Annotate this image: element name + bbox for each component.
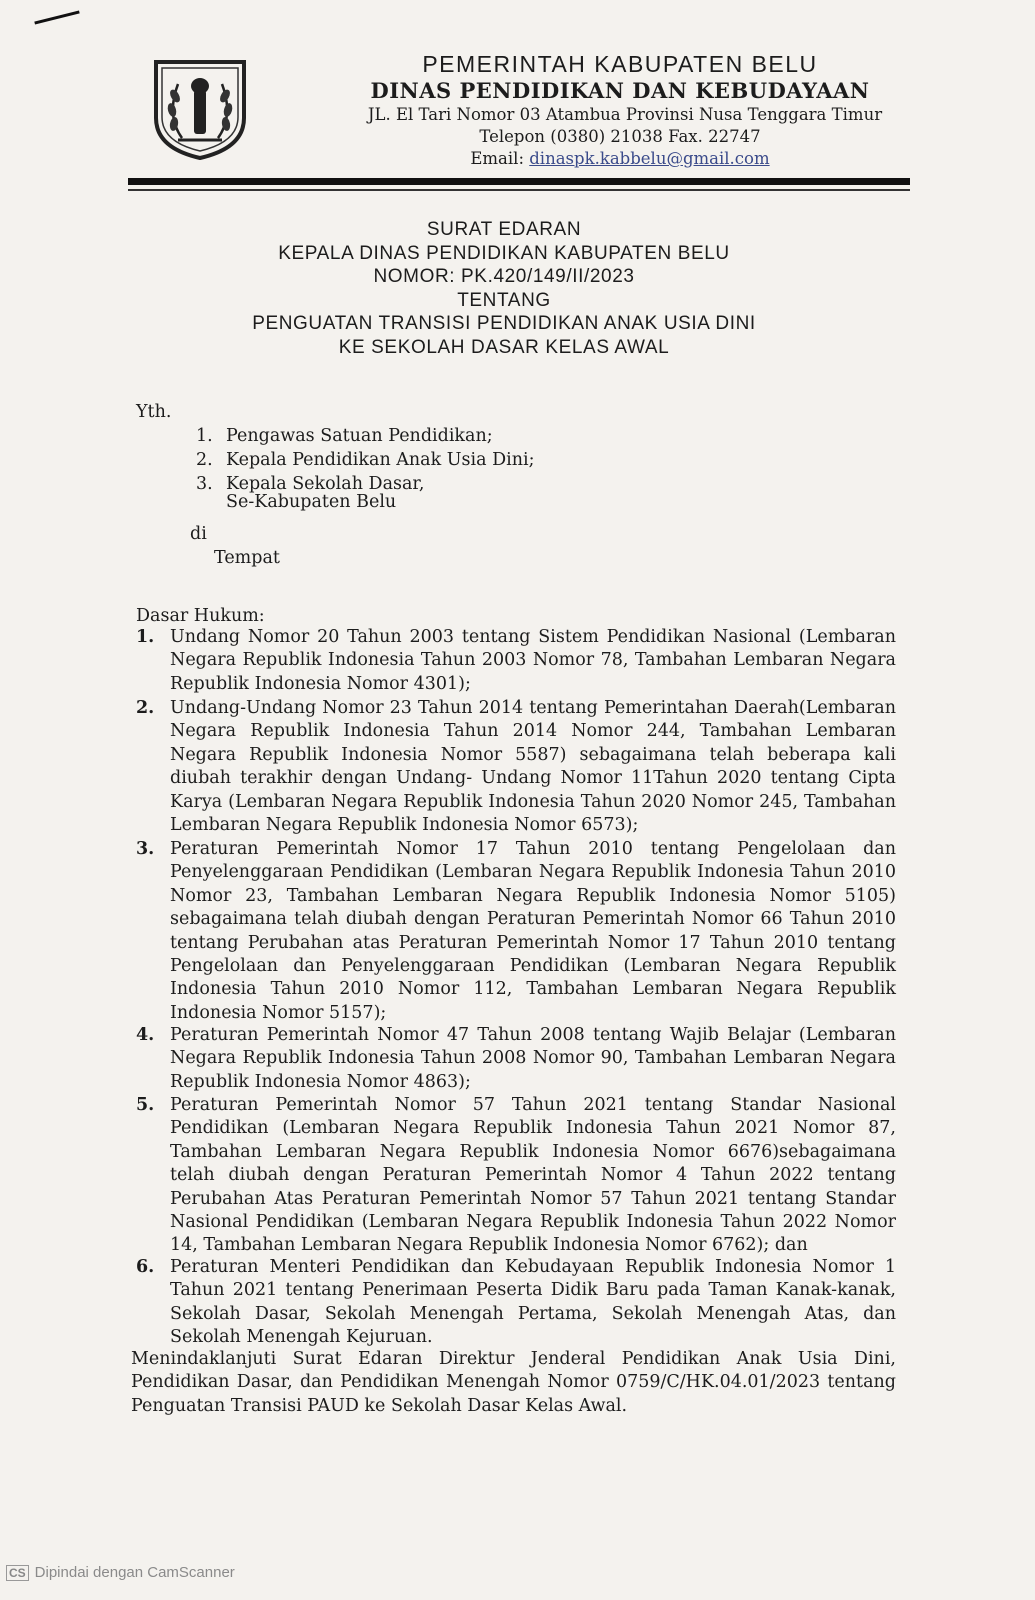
legal-basis-item (136, 1024, 896, 1094)
pen-mark (34, 10, 79, 24)
letterhead-address: JL. El Tari Nomor 03 Atambua Provinsi Nusa Tenggara Timur (367, 105, 883, 124)
title-line-1: SURAT EDARAN (426, 219, 582, 240)
legal-basis-text: Undang-Undang Nomor 23 Tahun 2014 tentang Pemerintahan Daerah(Lembaran Negara Republik Indonesia Tahun 2014 Nomor 244, Tambahan Lembaran Negara Republik Indonesia Nomor 5587) sebagaimana telah beberapa kali diubah terakhir dengan Undang- Undang Nomor 11Tahun 2020 tentang Cipta Karya (Lembaran Negara Republik Indonesia Tahun 2020 Nomor 245, Tambahan Lembaran Negara Republik Indonesia Nomor 6573); (170, 698, 896, 836)
legal-basis-number: 4. (136, 1025, 155, 1045)
title-line-3: NOMOR: PK.420/149/II/2023 (373, 266, 635, 287)
letterhead-phone: Telepon (0380) 21038 Fax. 22747 (479, 127, 761, 146)
legal-basis-item (136, 626, 896, 696)
letterhead-divider-thin (128, 189, 910, 191)
legal-basis-number: 1. (136, 627, 155, 647)
scanner-watermark-text: Dipindai dengan CamScanner (34, 1564, 235, 1581)
letterhead-office: DINAS PENDIDIKAN DAN KEBUDAYAAN (370, 78, 870, 103)
legal-basis-number: 2. (136, 698, 155, 718)
letterhead-divider-thick (128, 178, 910, 185)
title-line-2: KEPALA DINAS PENDIDIKAN KABUPATEN BELU (278, 242, 730, 264)
letterhead-government: PEMERINTAH KABUPATEN BELU (422, 51, 818, 77)
list-item-number: 3. (196, 474, 213, 494)
title-line-6: KE SEKOLAH DASAR KELAS AWAL (338, 336, 670, 358)
legal-basis-number: 3. (136, 839, 155, 859)
list-item-text: Pengawas Satuan Pendidikan; (226, 426, 493, 446)
list-item-text: Kepala Pendidikan Anak Usia Dini; (226, 450, 535, 470)
salutation: Yth. (136, 402, 172, 422)
closing-paragraph: Menindaklanjuti Surat Edaran Direktur Jenderal Pendidikan Anak Usia Dini, Pendidikan Dasar, dan Pendidikan Menengah Nomor 0759/C/HK.04.01/2023 tentang Penguatan Transisi PAUD ke Sekolah Dasar Kelas Awal. (131, 1349, 896, 1416)
title-line-5: PENGUATAN TRANSISI PENDIDIKAN ANAK USIA DINI (252, 313, 756, 334)
list-item (196, 424, 535, 448)
legal-basis-item (136, 1256, 896, 1350)
camscanner-logo-icon: CS (6, 1565, 29, 1581)
belu-regency-emblem-icon (148, 56, 252, 162)
list-item (196, 448, 535, 472)
legal-basis-text: Peraturan Pemerintah Nomor 57 Tahun 2021 tentang Standar Nasional Pendidikan (Lembaran Negara Republik Indonesia Tahun 2021 Nomor 87, Tambahan Lembaran Negara Republik Indonesia Nomor 6676)sebagaimana telah diubah dengan Peraturan Pemerintah Nomor 4 Tahun 2022 tentang Perubahan Atas Peraturan Pemerintah Nomor 57 Tahun 2021 tentang Standar Nasional Pendidikan (Lembaran Negara Republik Indonesia Tahun 2022 Nomor 14, Tambahan Lembaran Negara Republik Indonesia Nomor 6762); dan (170, 1095, 896, 1256)
legal-basis-text: Undang Nomor 20 Tahun 2003 tentang Sistem Pendidikan Nasional (Lembaran Negara Republik Indonesia Tahun 2003 Nomor 78, Tambahan Lembaran Negara Republik Indonesia Nomor 4301); (170, 627, 896, 694)
scanner-watermark (6, 1564, 235, 1581)
letterhead-email-line (320, 148, 920, 170)
legal-basis-number: 5. (136, 1095, 155, 1115)
legal-basis-number: 6. (136, 1257, 155, 1277)
addressee-region: Se-Kabupaten Belu (226, 492, 397, 512)
legal-basis-item (136, 838, 896, 1025)
document-title (128, 218, 910, 359)
legal-basis-text: Peraturan Pemerintah Nomor 47 Tahun 2008 tentang Wajib Belajar (Lembaran Negara Republik Indonesia Tahun 2008 Nomor 90, Tambahan Lembaran Negara Republik Indonesia Nomor 4863); (170, 1025, 896, 1092)
email-link[interactable]: dinaspk.kabbelu@gmail.com (529, 149, 770, 168)
list-item-text: Kepala Sekolah Dasar, (226, 474, 425, 494)
addressee-di: di (190, 524, 207, 544)
list-item-number: 1. (196, 426, 213, 446)
legal-basis-text: Peraturan Pemerintah Nomor 17 Tahun 2010 tentang Pengelolaan dan Penyelenggaraan Pendidikan (Lembaran Negara Republik Indonesia Tahun 2010 Nomor 23, Tambahan Lembaran Negara Republik Indonesia Nomor 5105) sebagaimana telah diubah dengan Peraturan Pemerintah Nomor 66 Tahun 2010 tentang Perubahan atas Peraturan Pemerintah Nomor 17 Tahun 2010 tentang Pengelolaan dan Penyelenggaraan Pendidikan (Lembaran Negara Republik Indonesia Tahun 2010 Nomor 112, Tambahan Lembaran Negara Republik Indonesia Nomor 5157); (170, 839, 896, 1023)
list-item-number: 2. (196, 450, 213, 470)
legal-basis-item (136, 697, 896, 837)
legal-basis-heading: Dasar Hukum: (136, 606, 265, 626)
email-label: Email: (470, 149, 530, 168)
legal-basis-text: Peraturan Menteri Pendidikan dan Kebudayaan Republik Indonesia Nomor 1 Tahun 2021 tentang Penerimaan Peserta Didik Baru pada Taman Kanak-kanak, Sekolah Dasar, Sekolah Menengah Pertama, Sekolah Menengah Atas, dan Sekolah Menengah Kejuruan. (170, 1257, 896, 1348)
title-line-4: TENTANG (457, 289, 551, 311)
letterhead (290, 50, 920, 170)
addressee-list (196, 424, 535, 496)
legal-basis-item (136, 1094, 896, 1258)
addressee-place: Tempat (214, 548, 280, 568)
